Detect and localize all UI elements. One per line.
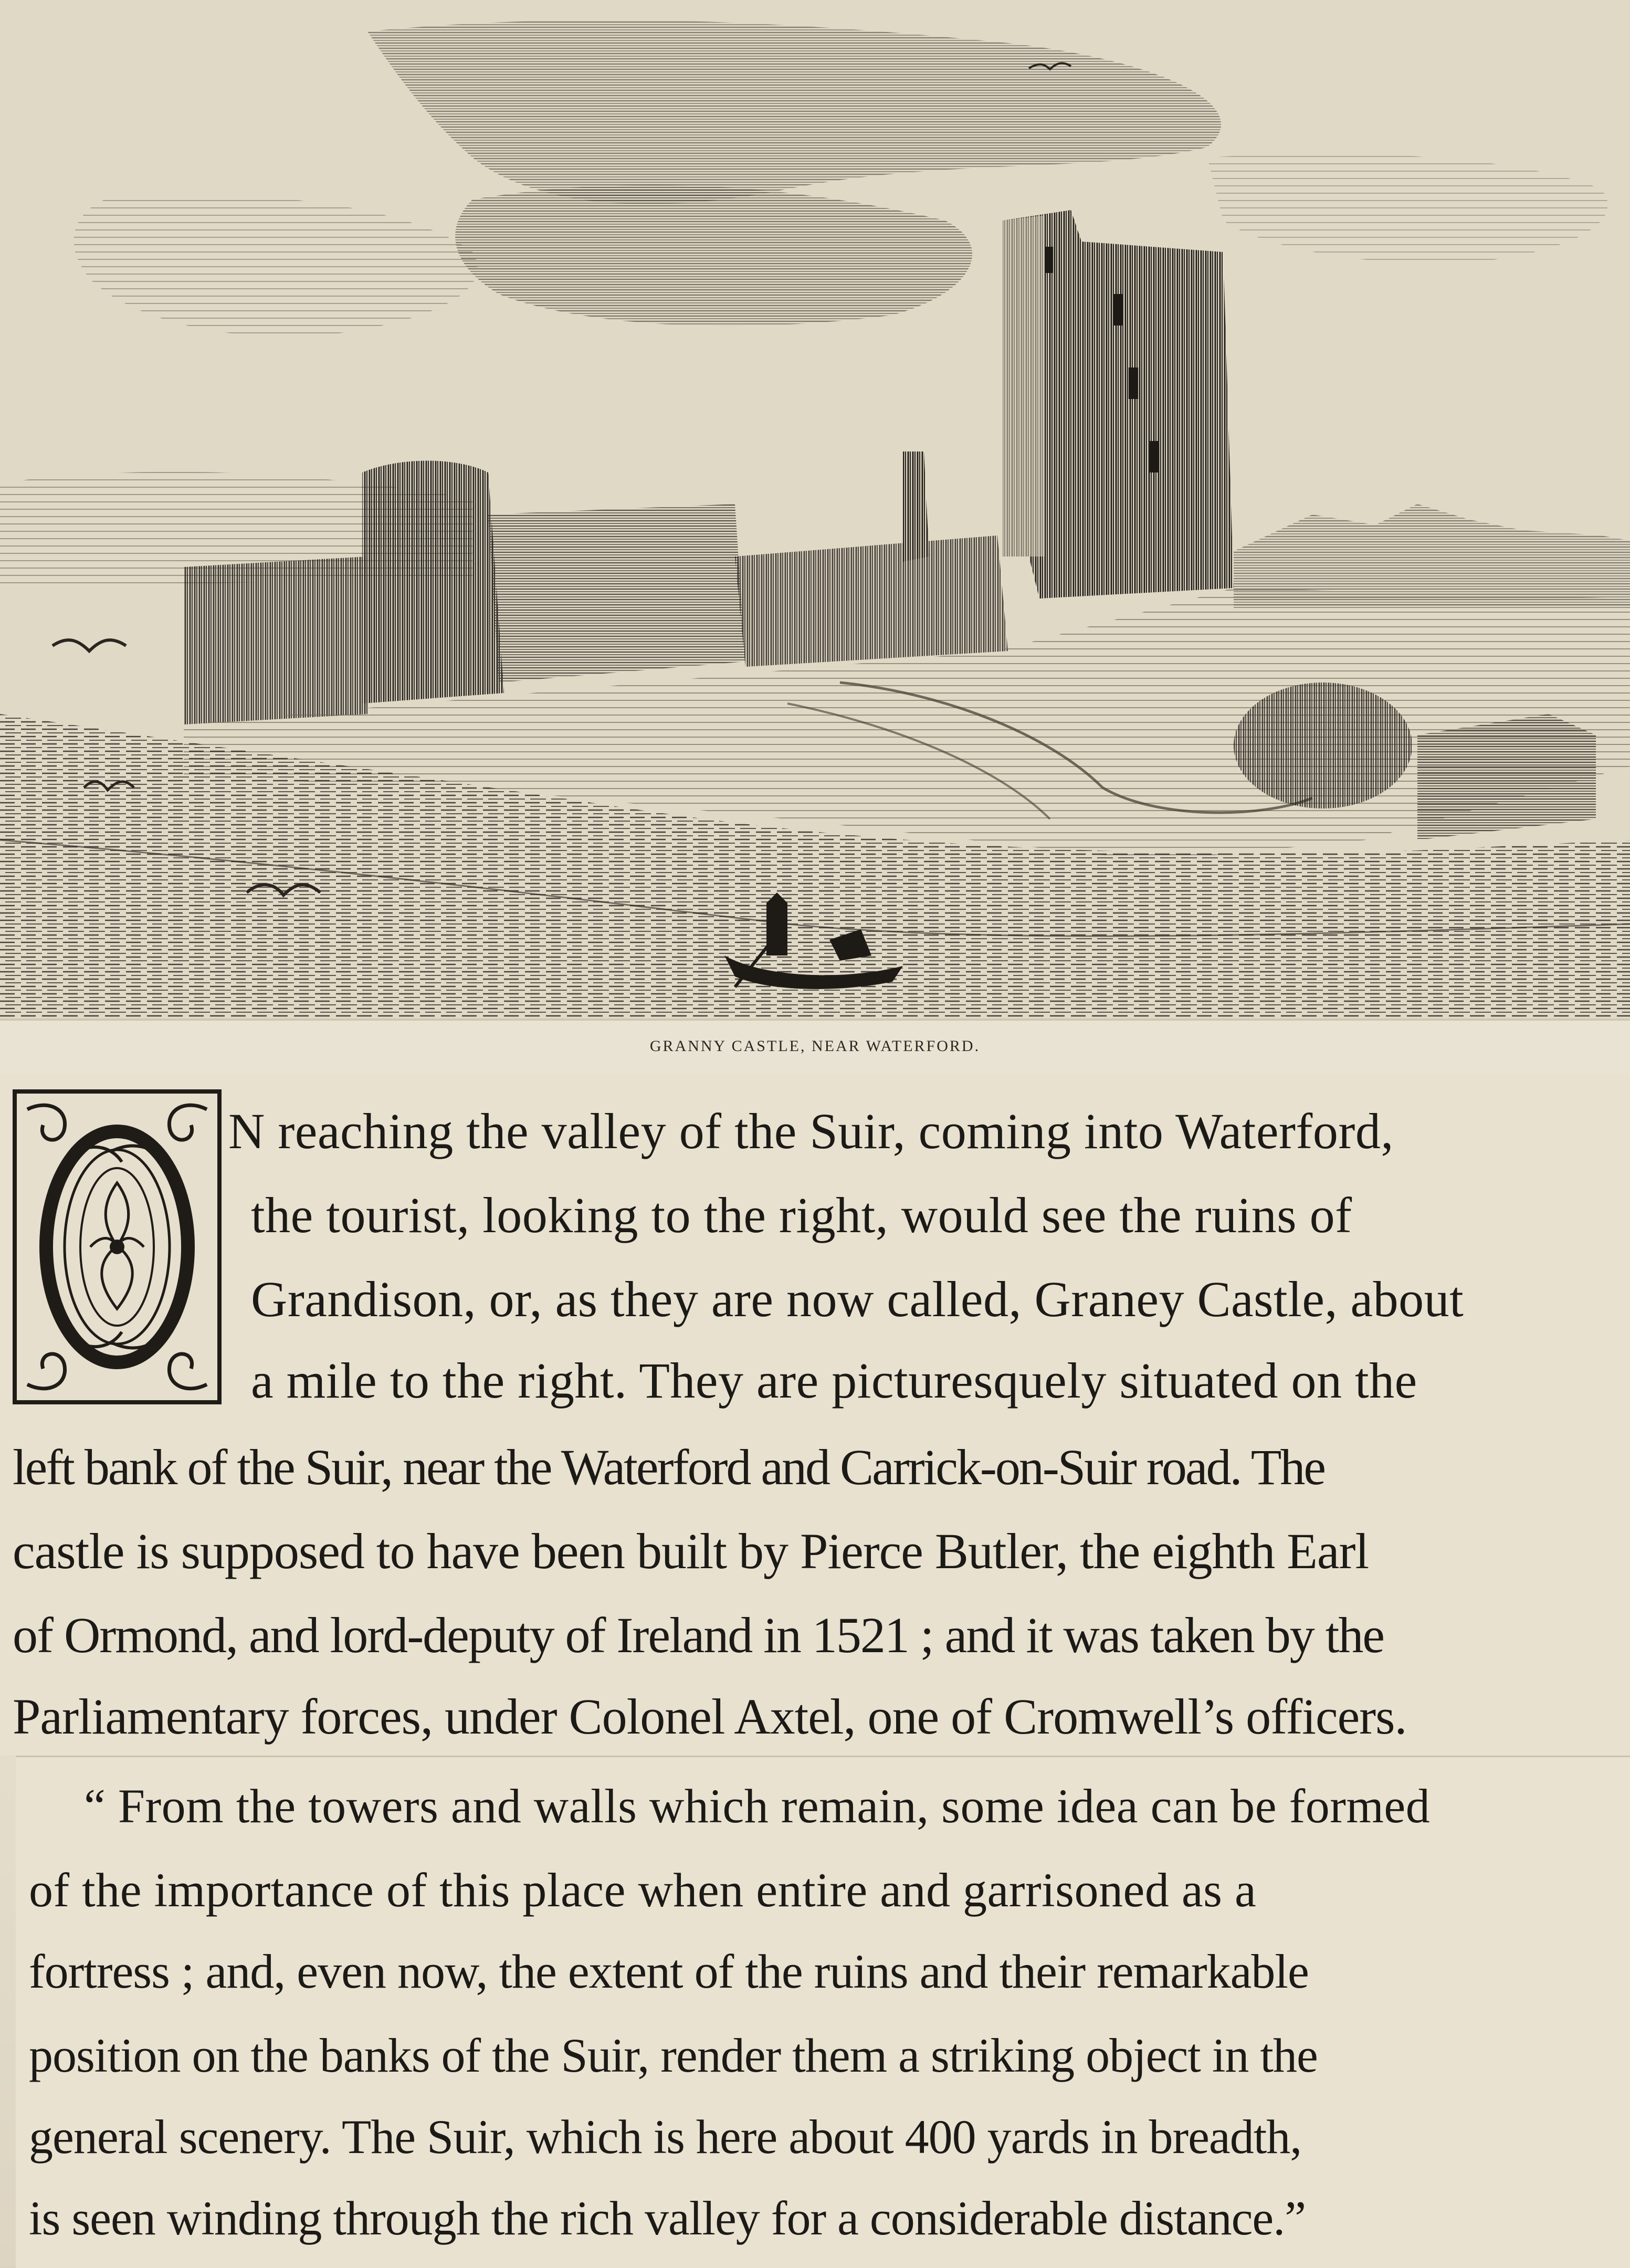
- paragraph2-line: fortress ; and, even now, the extent of the ruins and their remarkable: [29, 1945, 1309, 1998]
- paragraph1-line: a mile to the right. They are picturesquely situated on the: [251, 1352, 1417, 1409]
- castle-engraving-art: [0, 0, 1630, 1018]
- paragraph2-line: position on the banks of the Suir, render them a striking object in the: [29, 2029, 1318, 2082]
- paragraph1-line: Parliamentary forces, under Colonel Axtel, one of Cromwell’s officers.: [13, 1688, 1407, 1745]
- paragraph2-line: of the importance of this place when entire and garrisoned as a: [29, 1863, 1257, 1917]
- ornamental-dropcap: [13, 1089, 222, 1404]
- paragraph1-line: castle is supposed to have been built by Pierce Butler, the eighth Earl: [13, 1523, 1369, 1579]
- ornamental-dropcap-art: [17, 1094, 217, 1400]
- paragraph1-line: N reaching the valley of the Suir, coming into Waterford,: [228, 1103, 1394, 1159]
- castle-engraving: [0, 0, 1630, 1018]
- paragraph1-line: the tourist, looking to the right, would see the ruins of: [251, 1187, 1352, 1243]
- paragraph1-line: left bank of the Suir, near the Waterford and Carrick-on-Suir road. The: [13, 1439, 1324, 1495]
- paragraph1-line: of Ormond, and lord-deputy of Ireland in 1521 ; and it was taken by the: [13, 1607, 1384, 1663]
- paragraph2-line: general scenery. The Suir, which is here about 400 yards in breadth,: [29, 2110, 1302, 2164]
- paragraph2-line: is seen winding through the rich valley for a considerable distance.”: [29, 2191, 1306, 2245]
- paragraph2-line: “ From the towers and walls which remain, some idea can be formed: [84, 1779, 1431, 1833]
- illustration-caption: GRANNY CASTLE, NEAR WATERFORD.: [649, 1037, 981, 1055]
- paragraph1-line: Grandison, or, as they are now called, Graney Castle, about: [251, 1271, 1464, 1327]
